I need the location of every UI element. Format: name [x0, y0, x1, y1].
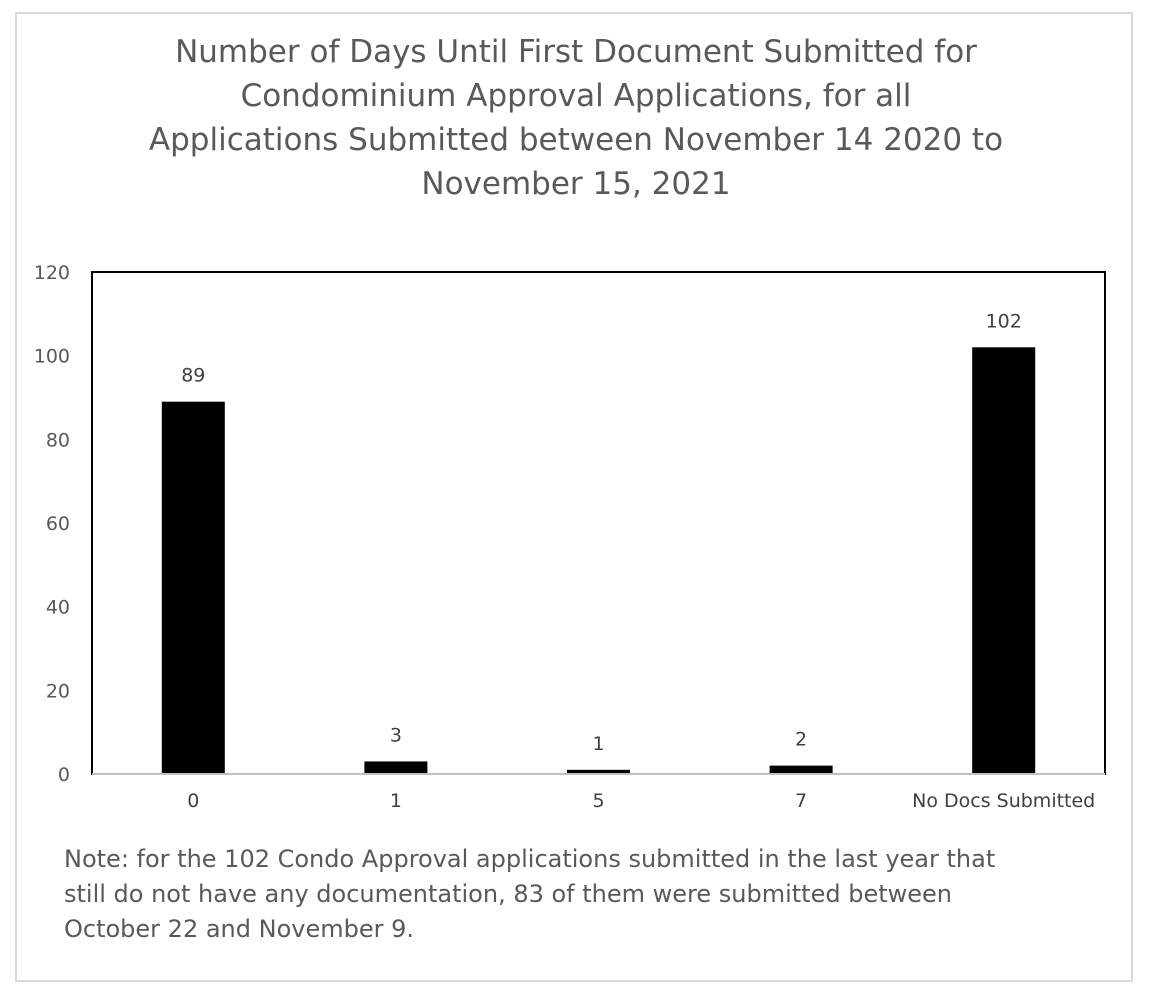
footnote-line: Note: for the 102 Condo Approval applications submitted in the last year that	[64, 845, 996, 873]
y-tick-label: 40	[45, 596, 70, 619]
x-tick-label: 7	[795, 790, 808, 812]
y-tick-label: 60	[45, 513, 70, 535]
x-tick-label: 5	[592, 790, 605, 812]
bar	[770, 766, 833, 774]
chart-title-line: November 15, 2021	[421, 166, 731, 202]
bar-value-label: 2	[795, 728, 808, 751]
bars	[162, 347, 1035, 774]
plot-area-border	[92, 272, 1105, 774]
bar	[364, 761, 427, 774]
bar	[162, 402, 225, 774]
chart-title-line: Applications Submitted between November 14 2020 to	[148, 122, 1004, 158]
y-tick-label: 80	[45, 429, 70, 452]
y-tick-label: 100	[33, 345, 70, 368]
data-labels	[181, 310, 1022, 755]
footnote-line: October 22 and November 9.	[64, 915, 415, 943]
y-tick-label: 0	[57, 764, 70, 786]
bar-value-label: 89	[181, 364, 206, 387]
x-axis-ticks	[187, 790, 1095, 812]
y-tick-label: 120	[33, 262, 70, 284]
bar-value-label: 1	[592, 732, 605, 755]
y-axis-ticks	[34, 262, 70, 786]
y-tick-label: 20	[45, 680, 70, 703]
x-tick-label: 0	[187, 790, 200, 812]
footnote-line: still do not have any documentation, 83 of them were submitted between	[64, 880, 952, 908]
chart-title-line: Condominium Approval Applications, for all	[240, 78, 912, 114]
chart-title-line: Number of Days Until First Document Submitted for	[175, 34, 977, 70]
bar-value-label: 102	[985, 310, 1022, 333]
x-tick-label: No Docs Submitted	[912, 790, 1096, 812]
bar	[972, 347, 1035, 774]
x-tick-label: 1	[389, 790, 402, 812]
footnote	[64, 842, 1084, 947]
bar-value-label: 3	[389, 724, 402, 747]
